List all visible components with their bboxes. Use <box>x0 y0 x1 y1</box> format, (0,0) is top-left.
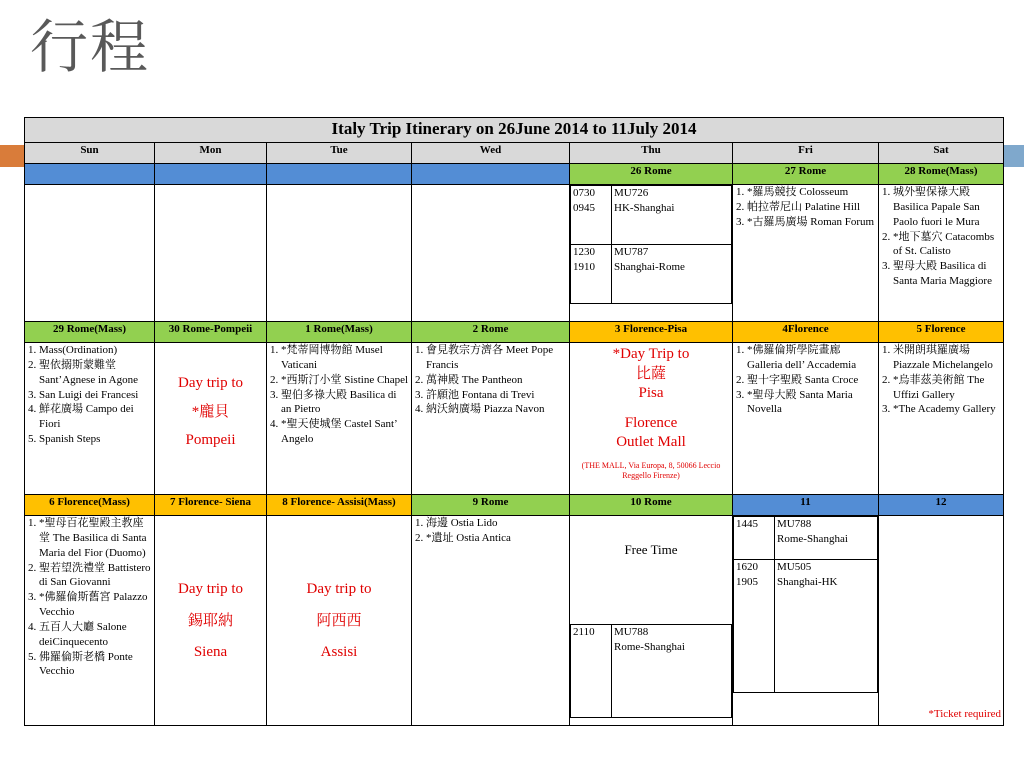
activity-cell <box>733 185 879 322</box>
activity-item: 4. 五百人大廳 Salone deiCinquecento <box>39 620 152 650</box>
flight-number: MU788 <box>777 518 812 530</box>
activity-item: 1. 米開朗琪羅廣場 Piazzale Michelangelo <box>893 343 1001 373</box>
ticket-note: *Ticket required <box>928 708 1001 721</box>
slide-title: 行程 <box>30 13 151 81</box>
flight-table <box>570 185 732 304</box>
day-header-wed: Wed <box>412 143 570 164</box>
activity-cell <box>733 343 879 495</box>
activity-item: 3. *古羅馬廣場 Roman Forum <box>747 215 876 230</box>
activity-item: 3. *聖母大殿 Santa Maria Novella <box>747 388 876 418</box>
activity-item: 5. Spanish Steps <box>39 432 152 447</box>
activity-item: 2. 帕拉蒂尼山 Palatine Hill <box>747 200 876 215</box>
trip-name: Pisa <box>638 385 664 401</box>
date-cell: 6 Florence(Mass) <box>25 495 155 516</box>
activity-item: 3. 聖母大殿 Basilica di Santa Maria Maggiore <box>893 259 1001 289</box>
flight-route: Rome-Shanghai <box>777 532 848 545</box>
flight-dep: 2110 <box>573 626 595 638</box>
trip-name: Siena <box>193 644 228 660</box>
free-time-label: Free Time <box>624 542 678 557</box>
activity-item: 1. *聖母百花聖殿主教座堂 The Basilica di Santa Maria del Fior (Duomo) <box>39 516 152 561</box>
trip-label: Day trip to <box>178 375 243 391</box>
date-cell: 5 Florence <box>879 322 1004 343</box>
date-cell: 1 Rome(Mass) <box>267 322 412 343</box>
activity-item: 3. San Luigi dei Francesi <box>39 388 152 403</box>
day-cell <box>267 185 412 322</box>
flight-dep: 0730 <box>573 187 595 199</box>
date-cell: 9 Rome <box>412 495 570 516</box>
trip-name: Assisi <box>320 644 358 660</box>
date-cell: 4Florence <box>733 322 879 343</box>
activity-item: 1. Mass(Ordination) <box>39 343 152 358</box>
activity-item: 1. 會見教宗方濟各 Meet Pope Francis <box>426 343 567 373</box>
activity-item: 3. *The Academy Gallery <box>893 402 1001 417</box>
date-cell <box>412 164 570 185</box>
note-cell <box>879 516 1004 726</box>
date-cell <box>267 164 412 185</box>
flight-number: MU726 <box>614 187 649 199</box>
day-trip-cell <box>570 343 733 495</box>
day-cell <box>155 185 267 322</box>
date-cell: 28 Rome(Mass) <box>879 164 1004 185</box>
day-trip-cell <box>155 516 267 726</box>
flight-arr: 1905 <box>736 575 758 588</box>
flight-route: Rome-Shanghai <box>614 640 685 653</box>
day-header-tue: Tue <box>267 143 412 164</box>
accent-bar-left <box>0 145 24 167</box>
flight-arr: 0945 <box>573 201 595 214</box>
flight-dep: 1230 <box>573 246 595 258</box>
flight-arr: 1910 <box>573 260 595 273</box>
day-header-fri: Fri <box>733 143 879 164</box>
activity-cell <box>25 343 155 495</box>
itinerary-table <box>24 117 1004 726</box>
outlet-label: Outlet Mall <box>616 434 686 450</box>
day-cell <box>412 185 570 322</box>
date-cell <box>155 164 267 185</box>
activity-item: 3. *佛羅倫斯舊宮 Palazzo Vecchio <box>39 590 152 620</box>
activity-item: 3. 許願池 Fontana di Trevi <box>426 388 567 403</box>
table-title: Italy Trip Itinerary on 26June 2014 to 11July 2014 <box>25 118 1004 143</box>
date-cell: 29 Rome(Mass) <box>25 322 155 343</box>
flight-dep: 1445 <box>736 518 758 530</box>
date-cell: 7 Florence- Siena <box>155 495 267 516</box>
activity-item: 3. 聖伯多祿大殿 Basilica di an Pietro <box>281 388 409 418</box>
outlet-label: Florence <box>624 414 678 431</box>
activity-item: 2. *烏菲茲美術館 The Uffizi Gallery <box>893 373 1001 403</box>
flight-table <box>570 624 732 718</box>
activity-item: 2. *遺址 Ostia Antica <box>426 531 567 546</box>
activity-cell <box>412 343 570 495</box>
day-trip-cell <box>267 516 412 726</box>
activity-item: 1. *羅馬競技 Colosseum <box>747 185 876 200</box>
day-cell <box>25 185 155 322</box>
activity-cell <box>879 185 1004 322</box>
flight-cell <box>733 516 879 726</box>
accent-bar-right <box>1002 145 1024 167</box>
flight-number: MU788 <box>614 626 649 638</box>
day-header-sat: Sat <box>879 143 1004 164</box>
trip-name-zh: 錫耶納 <box>187 612 233 629</box>
flight-number: MU505 <box>777 561 812 573</box>
trip-label: Day trip to <box>178 581 243 597</box>
activity-item: 2. 聖若望洗禮堂 Battistero di San Giovanni <box>39 561 152 591</box>
flight-route: HK-Shanghai <box>614 201 675 214</box>
activity-item: 4. 鮮花廣場 Campo dei Fiori <box>39 402 152 432</box>
trip-label: *Day Trip to <box>612 346 690 362</box>
activity-item: 2. *西斯汀小堂 Sistine Chapel <box>281 373 409 388</box>
day-header-sun: Sun <box>25 143 155 164</box>
flight-table <box>733 516 878 693</box>
activity-item: 2. 聖十字聖殿 Santa Croce <box>747 373 876 388</box>
trip-label: Day trip to <box>306 581 372 597</box>
activity-item: 1. 海邊 Ostia Lido <box>426 516 567 531</box>
flight-route: Shanghai-Rome <box>614 260 685 273</box>
day-header-thu: Thu <box>570 143 733 164</box>
activity-cell <box>412 516 570 726</box>
activity-item: 1. *佛羅倫斯學院畫廊 Galleria dell’ Accademia <box>747 343 876 373</box>
activity-cell <box>267 343 412 495</box>
day-trip-cell <box>155 343 267 495</box>
date-cell: 2 Rome <box>412 322 570 343</box>
date-cell: 12 <box>879 495 1004 516</box>
date-cell <box>25 164 155 185</box>
date-cell: 11 <box>733 495 879 516</box>
activity-item: 2. 萬神殿 The Pantheon <box>426 373 567 388</box>
activity-item: 2. 聖依搦斯蒙難堂 Sant’Agnese in Agone <box>39 358 152 388</box>
activity-item: 5. 佛羅倫斯老橋 Ponte Vecchio <box>39 650 152 680</box>
activity-item: 2. *地下墓穴 Catacombs of St. Calisto <box>893 230 1001 260</box>
date-cell: 10 Rome <box>570 495 733 516</box>
activity-item: 4. *聖天使城堡 Castel Sant’ Angelo <box>281 417 409 447</box>
date-cell: 8 Florence- Assisi(Mass) <box>267 495 412 516</box>
date-cell: 27 Rome <box>733 164 879 185</box>
trip-name-zh: 阿西西 <box>316 612 362 629</box>
activity-item: 4. 納沃納廣場 Piazza Navon <box>426 402 567 417</box>
activity-cell <box>25 516 155 726</box>
date-cell: 3 Florence-Pisa <box>570 322 733 343</box>
flight-cell <box>570 185 733 322</box>
outlet-address: (THE MALL, Via Europa, 8, 50066 Leccio Reggello Firenze) <box>581 460 721 481</box>
day-header-mon: Mon <box>155 143 267 164</box>
trip-name-zh: 比薩 <box>635 365 666 382</box>
free-time-cell <box>570 516 733 726</box>
flight-dep: 1620 <box>736 561 758 573</box>
flight-route: Shanghai-HK <box>777 575 838 588</box>
activity-item: 1. *梵蒂岡博物館 Musel Vaticani <box>281 343 409 373</box>
date-cell: 26 Rome <box>570 164 733 185</box>
trip-name: Pompeii <box>185 432 236 448</box>
flight-number: MU787 <box>614 246 649 258</box>
activity-item: 1. 城外聖保祿大殿 Basilica Papale San Paolo fuori le Mura <box>893 185 1001 230</box>
activity-cell <box>879 343 1004 495</box>
trip-name-zh: *龐貝 <box>191 403 230 420</box>
date-cell: 30 Rome-Pompeii <box>155 322 267 343</box>
